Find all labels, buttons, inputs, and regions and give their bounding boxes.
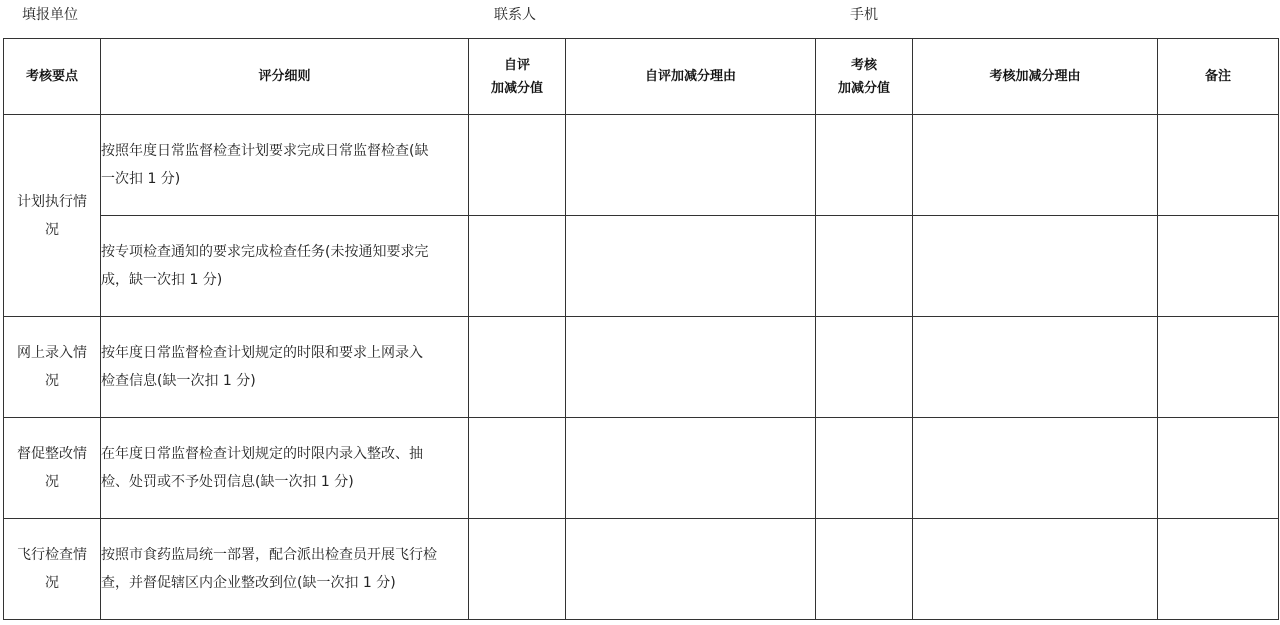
self-reason-cell[interactable] (566, 519, 816, 620)
assessment-point-cell (4, 519, 101, 620)
scoring-rule-cell (101, 216, 469, 317)
header-scoring-rules: 评分细则 (101, 39, 469, 115)
self-score-cell[interactable] (469, 216, 566, 317)
assessment-point-line1: 督促整改情 (17, 446, 87, 462)
fill-unit-label: 填报单位 (22, 7, 78, 23)
assessment-point-line2: 况 (45, 373, 59, 389)
review-reason-cell[interactable] (913, 519, 1158, 620)
header-self-score (469, 39, 566, 115)
table-row (4, 115, 1279, 216)
scoring-rule-cell (101, 317, 469, 418)
scoring-rule-line2: 检、处罚或不予处罚信息(缺一次扣 1 分) (101, 474, 354, 490)
review-score-cell[interactable] (816, 317, 913, 418)
header-self-score-line2: 加减分值 (490, 80, 543, 96)
assessment-table (3, 38, 1279, 620)
table-row (4, 216, 1279, 317)
assessment-point-line1: 计划执行情 (17, 193, 87, 210)
scoring-rule-line1: 按照年度日常监督检查计划要求完成日常监督检查(缺 (101, 143, 429, 159)
review-reason-cell[interactable] (913, 216, 1158, 317)
header-remarks: 备注 (1158, 39, 1279, 115)
self-reason-cell[interactable] (566, 216, 816, 317)
scoring-rule-cell (101, 519, 469, 620)
header-self-reason: 自评加减分理由 (566, 39, 816, 115)
contact-person-label: 联系人 (494, 7, 536, 23)
remarks-cell[interactable] (1158, 418, 1279, 519)
phone-label: 手机 (850, 7, 878, 23)
review-score-cell[interactable] (816, 418, 913, 519)
header-review-score-line1: 考核 (850, 57, 877, 73)
remarks-cell[interactable] (1158, 317, 1279, 418)
table-header-row (4, 39, 1279, 115)
scoring-rule-cell (101, 418, 469, 519)
scoring-rule-cell (101, 115, 469, 216)
self-score-cell[interactable] (469, 519, 566, 620)
remarks-cell[interactable] (1158, 115, 1279, 216)
self-score-cell[interactable] (469, 317, 566, 418)
self-score-cell[interactable] (469, 418, 566, 519)
assessment-point-line1: 飞行检查情 (17, 547, 87, 563)
assessment-point-line2: 况 (45, 575, 59, 591)
review-score-cell[interactable] (816, 216, 913, 317)
assessment-point-line1: 网上录入情 (17, 345, 87, 361)
scoring-rule-line2: 检查信息(缺一次扣 1 分) (101, 373, 256, 389)
assessment-point-cell (4, 115, 101, 317)
self-score-cell[interactable] (469, 115, 566, 216)
scoring-rule-line1: 按照市食药监局统一部署，配合派出检查员开展飞行检 (101, 547, 437, 563)
review-score-cell[interactable] (816, 519, 913, 620)
header-review-score-line2: 加减分值 (837, 80, 890, 96)
header-self-score-line1: 自评 (503, 57, 530, 73)
assessment-point-line2: 况 (45, 474, 59, 490)
remarks-cell[interactable] (1158, 519, 1279, 620)
scoring-rule-line2: 查，并督促辖区内企业整改到位(缺一次扣 1 分) (101, 575, 396, 591)
remarks-cell[interactable] (1158, 216, 1279, 317)
review-score-cell[interactable] (816, 115, 913, 216)
scoring-rule-line1: 按专项检查通知的要求完成检查任务(未按通知要求完 (101, 244, 429, 260)
header-review-reason: 考核加减分理由 (913, 39, 1158, 115)
scoring-rule-line1: 在年度日常监督检查计划规定的时限内录入整改、抽 (101, 446, 423, 462)
scoring-rule-line2: 成，缺一次扣 1 分) (101, 272, 223, 288)
self-reason-cell[interactable] (566, 115, 816, 216)
assessment-point-cell (4, 418, 101, 519)
assessment-point-cell (4, 317, 101, 418)
header-review-score (816, 39, 913, 115)
assessment-point-line2: 况 (45, 221, 59, 238)
header-assessment-point: 考核要点 (4, 39, 101, 115)
review-reason-cell[interactable] (913, 115, 1158, 216)
self-reason-cell[interactable] (566, 418, 816, 519)
review-reason-cell[interactable] (913, 418, 1158, 519)
scoring-rule-line2: 一次扣 1 分) (101, 171, 181, 187)
table-row (4, 418, 1279, 519)
scoring-rule-line1: 按年度日常监督检查计划规定的时限和要求上网录入 (101, 345, 423, 361)
self-reason-cell[interactable] (566, 317, 816, 418)
table-row (4, 519, 1279, 620)
review-reason-cell[interactable] (913, 317, 1158, 418)
table-row (4, 317, 1279, 418)
